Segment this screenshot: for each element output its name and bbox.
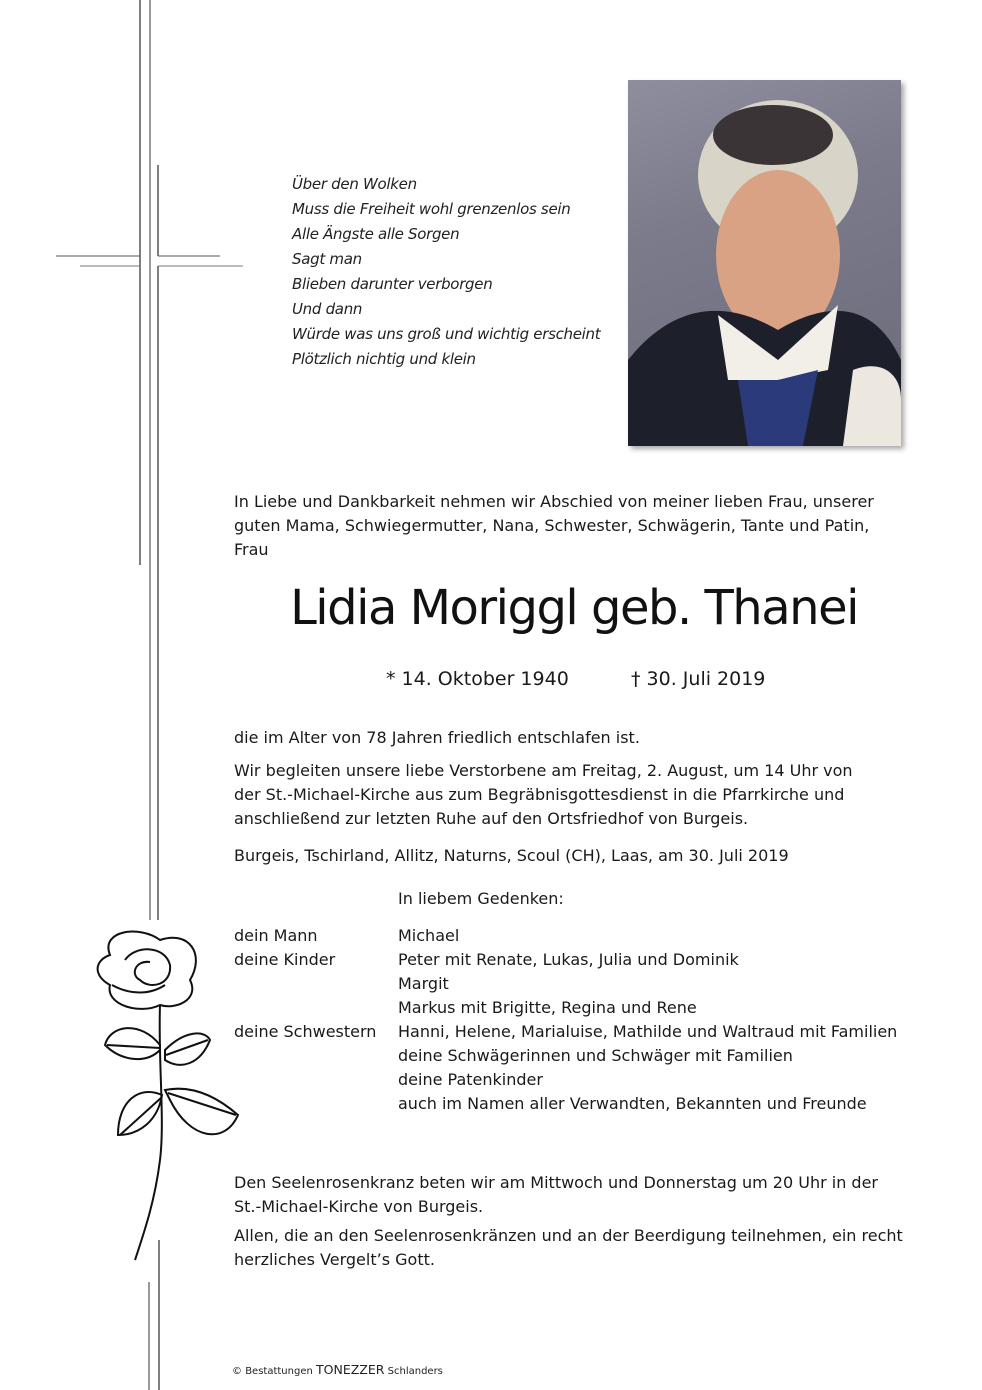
footer-credit [232, 1362, 443, 1377]
mourner-relation: dein Mann [234, 926, 318, 945]
poem-line: Plötzlich nichtig und klein [292, 350, 476, 368]
places-date: Burgeis, Tschirland, Allitz, Naturns, Scoul (CH), Laas, am 30. Juli 2019 [234, 846, 789, 865]
mourner-row [234, 996, 897, 1020]
mourner-relation: deine Kinder [234, 950, 336, 969]
poem-line: Würde was uns groß und wichtig erscheint [292, 325, 601, 343]
copyright-symbol: © [232, 1366, 242, 1377]
footer-brand: TONEZZER [316, 1362, 385, 1377]
rose-icon [98, 932, 238, 1260]
intro-line: Frau [234, 540, 269, 559]
mourner-names: Peter mit Renate, Lukas, Julia und Dominik [398, 950, 739, 969]
mourner-row [234, 1020, 897, 1044]
mourner-row [234, 948, 897, 972]
mourner-names: Hanni, Helene, Marialuise, Mathilde und Waltraud mit Familien [398, 1022, 898, 1041]
footer-prefix: Bestattungen [245, 1366, 313, 1377]
mourner-relation [234, 1068, 398, 1092]
mourner-names: Markus mit Brigitte, Regina und Rene [398, 998, 697, 1017]
funeral-line: der St.-Michael-Kirche aus zum Begräbnisgottesdienst in die Pfarrkirche und [234, 785, 845, 804]
mourner-names: auch im Namen aller Verwandten, Bekannten und Freunde [398, 1094, 867, 1113]
funeral-line: Wir begleiten unsere liebe Verstorbene am Freitag, 2. August, um 14 Uhr von [234, 761, 853, 780]
poem [292, 172, 600, 372]
mourner-names: deine Schwägerinnen und Schwäger mit Familien [398, 1046, 793, 1065]
deceased-name: Lidia Moriggl geb. Thanei [290, 580, 858, 636]
mourner-relation [234, 972, 398, 996]
mourner-row [234, 1092, 897, 1116]
poem-line: Über den Wolken [292, 175, 417, 193]
mourner-relation [234, 1092, 398, 1116]
death-date: † 30. Juli 2019 [631, 668, 766, 690]
rosary-line: Den Seelenrosenkranz beten wir am Mittwoch und Donnerstag um 20 Uhr in der [234, 1173, 878, 1192]
poem-line: Blieben darunter verborgen [292, 275, 493, 293]
mourner-names: deine Patenkinder [398, 1070, 543, 1089]
poem-line: Sagt man [292, 250, 362, 268]
mourner-relation: deine Schwestern [234, 1022, 377, 1041]
birth-date: * 14. Oktober 1940 [386, 668, 569, 690]
poem-line: Alle Ängste alle Sorgen [292, 225, 460, 243]
thanks-line: Allen, die an den Seelenrosenkränzen und an der Beerdigung teilnehmen, ein recht [234, 1226, 903, 1245]
age-text: die im Alter von 78 Jahren friedlich entschlafen ist. [234, 728, 640, 747]
mourner-row [234, 972, 897, 996]
mourner-names: Margit [398, 974, 449, 993]
footer-suffix: Schlanders [387, 1366, 443, 1377]
intro-text [234, 490, 914, 562]
intro-line: In Liebe und Dankbarkeit nehmen wir Abschied von meiner lieben Frau, unserer [234, 492, 874, 511]
mourner-names: Michael [398, 926, 460, 945]
intro-line: guten Mama, Schwiegermutter, Nana, Schwester, Schwägerin, Tante und Patin, [234, 516, 870, 535]
rosary-line: St.-Michael-Kirche von Burgeis. [234, 1197, 484, 1216]
poem-line: Und dann [292, 300, 363, 318]
portrait-photo [628, 80, 901, 446]
mourners-list [234, 924, 897, 1116]
portrait-illustration [628, 80, 901, 446]
mourner-row [234, 1068, 897, 1092]
thanks-line: herzliches Vergelt’s Gott. [234, 1250, 435, 1269]
thanks-text [234, 1224, 914, 1272]
rosary-text [234, 1171, 914, 1219]
poem-line: Muss die Freiheit wohl grenzenlos sein [292, 200, 571, 218]
funeral-text [234, 759, 914, 831]
mourner-relation [234, 996, 398, 1020]
mourner-relation [234, 1044, 398, 1068]
mourner-row [234, 1044, 897, 1068]
memory-heading: In liebem Gedenken: [398, 889, 564, 908]
funeral-line: anschließend zur letzten Ruhe auf den Ortsfriedhof von Burgeis. [234, 809, 749, 828]
mourner-row [234, 924, 897, 948]
